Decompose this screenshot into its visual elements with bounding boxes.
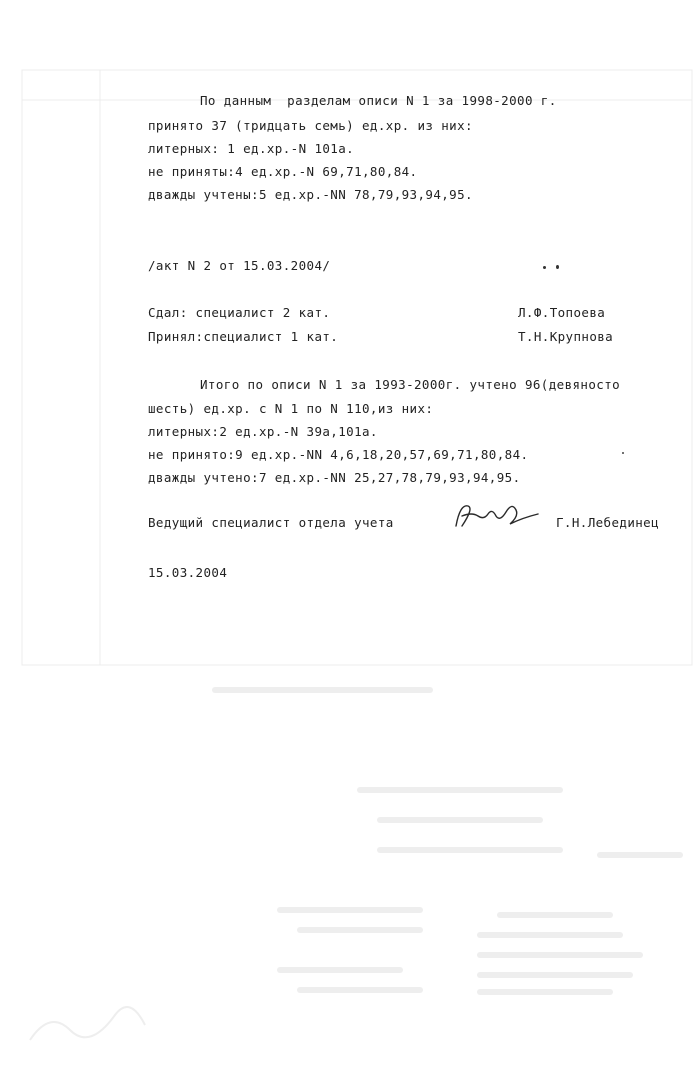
summary-line-4: не принято:9 ед.хр.-NN 4,6,18,20,57,69,71,80,84.	[148, 447, 529, 462]
given-by-label: Сдал: специалист 2 кат.	[148, 305, 331, 320]
received-by-name: Т.Н.Крупнова	[518, 329, 614, 344]
stray-mark	[556, 265, 559, 269]
lead-specialist-title: Ведущий специалист отдела учета	[148, 515, 394, 530]
given-by-name: Л.Ф.Топоева	[518, 305, 606, 320]
lead-specialist-name: Г.Н.Лебединец	[556, 515, 660, 530]
stray-mark	[622, 452, 624, 454]
act-reference: /акт N 2 от 15.03.2004/	[148, 258, 331, 273]
handwritten-signature	[448, 498, 543, 538]
summary-line-1: Итого по описи N 1 за 1993-2000г. учтено 96(девяносто	[200, 377, 621, 392]
summary-line-5: дважды учтено:7 ед.хр.-NN 25,27,78,79,93,94,95.	[148, 470, 521, 485]
act-line-5: дважды учтены:5 ед.хр.-NN 78,79,93,94,95.	[148, 187, 473, 202]
act-line-4: не приняты:4 ед.хр.-N 69,71,80,84.	[148, 164, 418, 179]
document-date: 15.03.2004	[148, 565, 228, 580]
act-line-1: По данным разделам описи N 1 за 1998-2000 г.	[200, 93, 557, 108]
received-by-label: Принял:специалист 1 кат.	[148, 329, 339, 344]
act-line-2: принято 37 (тридцать семь) ед.хр. из них:	[148, 118, 473, 133]
summary-line-2: шесть) ед.хр. с N 1 по N 110,из них:	[148, 401, 434, 416]
act-line-3: литерных: 1 ед.хр.-N 101а.	[148, 141, 355, 156]
summary-line-3: литерных:2 ед.хр.-N 39а,101а.	[148, 424, 378, 439]
stray-mark	[543, 266, 546, 269]
